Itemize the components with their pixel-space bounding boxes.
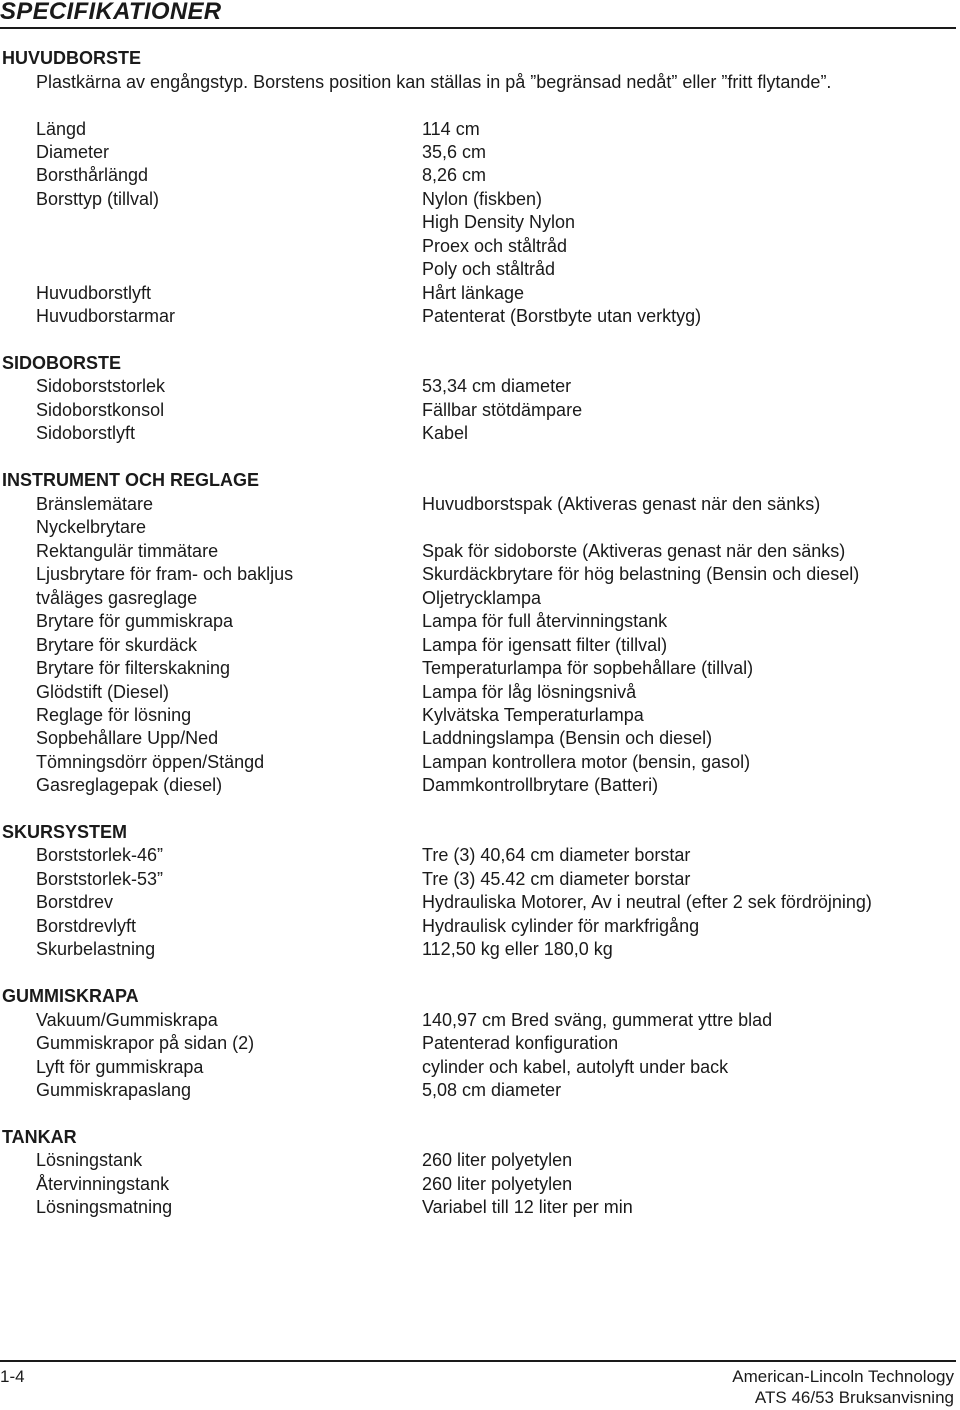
spec-label: Rektangulär timmätare bbox=[36, 541, 219, 561]
spec-value: cylinder och kabel, autolyft under back bbox=[422, 1057, 729, 1077]
spec-label: Glödstift (Diesel) bbox=[36, 682, 170, 702]
spec-value: Lampa för full återvinningstank bbox=[422, 611, 668, 631]
spec-label: Tömningsdörr öppen/Stängd bbox=[36, 752, 265, 772]
spec-value: Poly och ståltråd bbox=[422, 259, 556, 279]
spec-label: Diameter bbox=[36, 142, 110, 162]
spec-label: Återvinningstank bbox=[36, 1174, 170, 1194]
spec-value: 8,26 cm bbox=[422, 165, 487, 185]
spec-label: Nyckelbrytare bbox=[36, 517, 147, 537]
spec-value: Variabel till 12 liter per min bbox=[422, 1197, 633, 1217]
spec-label: Lyft för gummiskrapa bbox=[36, 1057, 204, 1077]
footer-divider bbox=[0, 1360, 956, 1362]
spec-value: High Density Nylon bbox=[422, 212, 576, 232]
spec-value: 260 liter polyetylen bbox=[422, 1150, 573, 1170]
footer-company: American-Lincoln Technology bbox=[732, 1367, 954, 1386]
section-heading-tanks: TANKAR bbox=[2, 1127, 77, 1147]
spec-label: Borsthårlängd bbox=[36, 165, 149, 185]
spec-label: Huvudborstarmar bbox=[36, 306, 176, 326]
spec-label: Gasreglagepak (diesel) bbox=[36, 775, 223, 795]
spec-value: Tre (3) 40,64 cm diameter borstar bbox=[422, 845, 691, 865]
page-title: SPECIFIKATIONER bbox=[0, 0, 222, 25]
spec-value: Patenterat (Borstbyte utan verktyg) bbox=[422, 306, 702, 326]
footer-manual-title: ATS 46/53 Bruksanvisning bbox=[754, 1388, 954, 1407]
spec-value: Patenterad konfiguration bbox=[422, 1033, 619, 1053]
spec-label: Bränslemätare bbox=[36, 494, 154, 514]
spec-value: Tre (3) 45.42 cm diameter borstar bbox=[422, 869, 691, 889]
spec-value: Laddningslampa (Bensin och diesel) bbox=[422, 728, 713, 748]
spec-value: 114 cm bbox=[422, 119, 480, 139]
spec-value: Proex och ståltråd bbox=[422, 236, 568, 256]
spec-label: Längd bbox=[36, 119, 87, 139]
spec-label: Sidoborstlyft bbox=[36, 423, 136, 443]
spec-value: Temperaturlampa för sopbehållare (tillval) bbox=[422, 658, 754, 678]
spec-label: Huvudborstlyft bbox=[36, 283, 152, 303]
page-number: 1-4 bbox=[0, 1367, 25, 1386]
spec-value: Huvudborstspak (Aktiveras genast när den sänks) bbox=[422, 494, 821, 514]
main-brush-intro: Plastkärna av engångstyp. Borstens position kan ställas in på ”begränsad nedåt” eller ”fritt flytande”. bbox=[36, 72, 832, 92]
spec-value: Dammkontrollbrytare (Batteri) bbox=[422, 775, 659, 795]
spec-label: Gummiskrapaslang bbox=[36, 1080, 192, 1100]
spec-label: Sidoborstkonsol bbox=[36, 400, 165, 420]
spec-value: Spak för sidoborste (Aktiveras genast när den sänks) bbox=[422, 541, 846, 561]
spec-value: Lampa för låg lösningsnivå bbox=[422, 682, 637, 702]
spec-value: 260 liter polyetylen bbox=[422, 1174, 573, 1194]
spec-value: Hårt länkage bbox=[422, 283, 525, 303]
spec-value: Oljetrycklampa bbox=[422, 588, 542, 608]
spec-value: Fällbar stötdämpare bbox=[422, 400, 583, 420]
spec-value: 112,50 kg eller 180,0 kg bbox=[422, 939, 613, 959]
section-heading-side-brush: SIDOBORSTE bbox=[2, 353, 122, 373]
spec-label: Sidoborststorlek bbox=[36, 376, 166, 396]
spec-label: Brytare för filterskakning bbox=[36, 658, 231, 678]
section-heading-main-brush: HUVUDBORSTE bbox=[2, 48, 142, 68]
spec-value: Lampa för igensatt filter (tillval) bbox=[422, 635, 668, 655]
spec-label: Brytare för gummiskrapa bbox=[36, 611, 234, 631]
spec-value: Hydrauliska Motorer, Av i neutral (efter 2 sek fördröjning) bbox=[422, 892, 872, 912]
spec-value: 53,34 cm diameter bbox=[422, 376, 572, 396]
section-heading-scrub: SKURSYSTEM bbox=[2, 822, 128, 842]
spec-value: Kylvätska Temperaturlampa bbox=[422, 705, 644, 725]
spec-label: Ljusbrytare för fram- och bakljus bbox=[36, 564, 294, 584]
spec-label: Borstdrevlyft bbox=[36, 916, 137, 936]
spec-value: Lampan kontrollera motor (bensin, gasol) bbox=[422, 752, 751, 772]
section-heading-instruments: INSTRUMENT OCH REGLAGE bbox=[2, 470, 260, 490]
spec-label: Reglage för lösning bbox=[36, 705, 192, 725]
spec-label: Skurbelastning bbox=[36, 939, 156, 959]
spec-label: Brytare för skurdäck bbox=[36, 635, 198, 655]
section-heading-squeegee: GUMMISKRAPA bbox=[2, 986, 139, 1006]
spec-value: 5,08 cm diameter bbox=[422, 1080, 562, 1100]
spec-label: Lösningsmatning bbox=[36, 1197, 173, 1217]
spec-label: Borststorlek-53” bbox=[36, 869, 164, 889]
spec-label: Sopbehållare Upp/Ned bbox=[36, 728, 219, 748]
spec-label: Lösningstank bbox=[36, 1150, 143, 1170]
spec-value: Hydraulisk cylinder för markfrigång bbox=[422, 916, 700, 936]
spec-value: Nylon (fiskben) bbox=[422, 189, 543, 209]
spec-label: Borsttyp (tillval) bbox=[36, 189, 160, 209]
spec-value: 35,6 cm bbox=[422, 142, 487, 162]
spec-value: 140,97 cm Bred sväng, gummerat yttre blad bbox=[422, 1010, 773, 1030]
spec-label: tvåläges gasreglage bbox=[36, 588, 198, 608]
spec-value: Skurdäckbrytare för hög belastning (Bensin och diesel) bbox=[422, 564, 860, 584]
spec-label: Vakuum/Gummiskrapa bbox=[36, 1010, 218, 1030]
title-divider bbox=[0, 27, 956, 29]
spec-label: Borststorlek-46” bbox=[36, 845, 164, 865]
spec-label: Borstdrev bbox=[36, 892, 114, 912]
spec-value: Kabel bbox=[422, 423, 469, 443]
spec-label: Gummiskrapor på sidan (2) bbox=[36, 1033, 255, 1053]
